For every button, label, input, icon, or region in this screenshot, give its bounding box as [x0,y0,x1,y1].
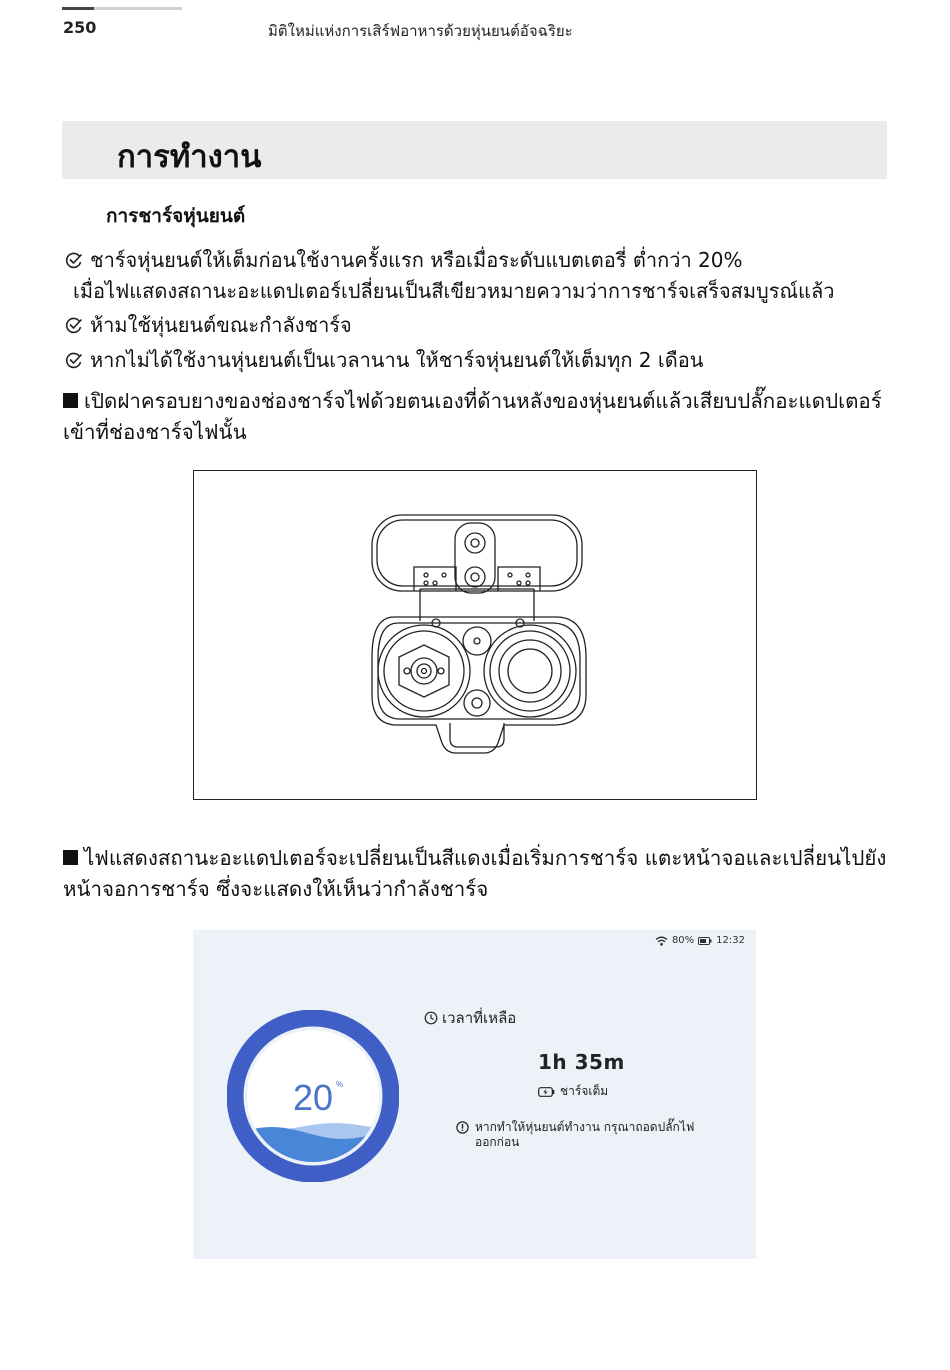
step-text: ไฟแสดงสถานะอะแดปเตอร์จะเปลี่ยนเป็นสีแดงเมื่อเริ่มการชาร์จ แตะหน้าจอและเปลี่ยนไปยังหน้าจอการชาร์จ ซึ่งจะแสดงให้เห็นว่ากำลังชาร์จ [63,846,887,901]
wifi-strength: 80% [671,935,695,946]
running-title: มิติใหม่แห่งการเสิร์ฟอาหารด้วยหุ่นยนต์อัจฉริยะ [268,22,573,40]
check-item-continuation: เมื่อไฟแสดงสถานะอะแดปเตอร์เปลี่ยนเป็นสีเขียวหมายความว่าการชาร์จเสร็จสมบูรณ์แล้ว [73,279,835,303]
check-item-text: ชาร์จหุ่นยนต์ให้เต็มก่อนใช้งานครั้งแรก หรือเมื่อระดับแบตเตอรี่ ต่ำกว่า 20% [90,248,743,272]
warning-icon [456,1121,469,1134]
clock: 12:32 [716,935,745,946]
header-rule-accent [62,7,94,10]
battery-gauge [227,1010,399,1182]
step-text: เปิดฝาครอบยางของช่องชาร์จไฟด้วยตนเองที่ด้านหลังของหุ่นยนต์แล้วเสียบปลั๊กอะแดปเตอร์เข้าที่ช่องชาร์จไฟนั้น [63,389,882,444]
step-paragraph [63,843,891,905]
check-circle-icon [64,315,84,335]
check-item [64,309,352,341]
clock-icon [424,1011,438,1025]
charging-battery-icon [538,1087,555,1097]
check-circle-icon [64,350,84,370]
full-charge-label: ชาร์จเต็ม [538,1082,608,1101]
check-item [64,244,743,276]
charging-screen [193,930,756,1259]
charging-port-figure [193,470,757,800]
check-item-text: ห้ามใช้หุ่นยนต์ขณะกำลังชาร์จ [90,313,352,337]
step-paragraph [63,386,891,448]
battery-percent: 20 [292,1077,334,1118]
remaining-time: 1h 35m [538,1050,625,1074]
subheading: การชาร์จหุ่นยนต์ [106,205,246,227]
check-circle-icon [64,250,84,270]
bullet-square-icon [63,850,78,865]
charging-port-illustration [194,471,756,799]
wifi-icon [655,936,668,946]
status-bar [655,935,745,946]
page-number: 250 [63,18,97,37]
unplug-warning: หากทำให้หุ่นยนต์ทำงาน กรุณาถอดปลั๊กไฟออกก่อน [458,1120,698,1150]
bullet-square-icon [63,393,78,408]
section-title: การทำงาน [117,139,262,175]
remaining-time-label: เวลาที่เหลือ [424,1006,516,1030]
percent-sign: % [336,1080,344,1089]
battery-icon [698,937,712,945]
check-item-text: หากไม่ได้ใช้งานหุ่นยนต์เป็นเวลานาน ให้ชาร์จหุ่นยนต์ให้เต็มทุก 2 เดือน [90,348,704,372]
check-item [64,344,703,376]
